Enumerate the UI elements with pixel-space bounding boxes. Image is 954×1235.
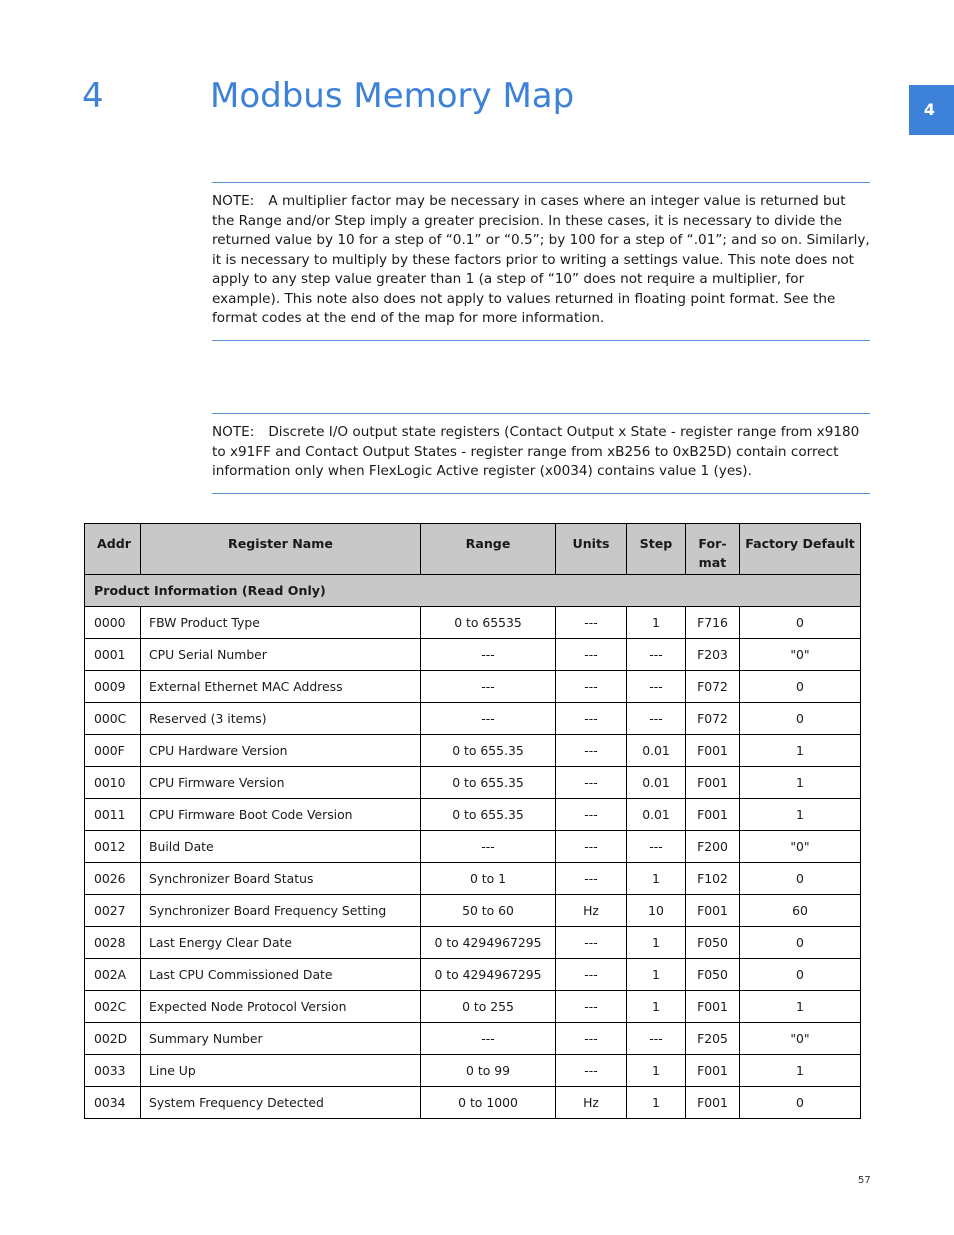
table-row (85, 799, 861, 831)
cell-register-name: Expected Node Protocol Version (141, 991, 421, 1023)
cell-step: 1 (627, 1055, 686, 1087)
column-header-register-name: Register Name (141, 524, 421, 575)
cell-format: F001 (686, 895, 740, 927)
cell-format: F001 (686, 799, 740, 831)
cell-factory-default: "0" (740, 639, 861, 671)
cell-step: --- (627, 831, 686, 863)
cell-format: F205 (686, 1023, 740, 1055)
cell-addr: 0009 (85, 671, 141, 703)
column-header-factory-default: Factory Default (740, 524, 861, 575)
cell-step: 0.01 (627, 799, 686, 831)
cell-units: --- (556, 639, 627, 671)
cell-factory-default: 1 (740, 1055, 861, 1087)
cell-factory-default: 1 (740, 991, 861, 1023)
cell-units: --- (556, 735, 627, 767)
cell-range: 0 to 655.35 (421, 767, 556, 799)
note-multiplier (212, 182, 870, 341)
cell-addr: 0001 (85, 639, 141, 671)
cell-range: 0 to 65535 (421, 607, 556, 639)
cell-range: 50 to 60 (421, 895, 556, 927)
cell-register-name: Last CPU Commissioned Date (141, 959, 421, 991)
column-header-addr: Addr (85, 524, 141, 575)
cell-register-name: Synchronizer Board Status (141, 863, 421, 895)
cell-step: 0.01 (627, 767, 686, 799)
cell-format: F072 (686, 703, 740, 735)
column-header-range: Range (421, 524, 556, 575)
cell-range: 0 to 4294967295 (421, 959, 556, 991)
table-row (85, 863, 861, 895)
cell-register-name: CPU Hardware Version (141, 735, 421, 767)
cell-factory-default: 1 (740, 735, 861, 767)
cell-factory-default: 0 (740, 863, 861, 895)
cell-format: F072 (686, 671, 740, 703)
cell-register-name: CPU Firmware Boot Code Version (141, 799, 421, 831)
cell-units: --- (556, 703, 627, 735)
cell-addr: 0034 (85, 1087, 141, 1119)
table-row (85, 991, 861, 1023)
cell-units: --- (556, 831, 627, 863)
cell-format: F001 (686, 1055, 740, 1087)
cell-addr: 0000 (85, 607, 141, 639)
table-row (85, 1023, 861, 1055)
cell-register-name: Last Energy Clear Date (141, 927, 421, 959)
cell-format: F001 (686, 1087, 740, 1119)
cell-range: --- (421, 1023, 556, 1055)
cell-range: 0 to 1000 (421, 1087, 556, 1119)
note-text (212, 423, 870, 482)
note-label: NOTE: (212, 193, 255, 209)
cell-register-name: External Ethernet MAC Address (141, 671, 421, 703)
cell-factory-default: 0 (740, 671, 861, 703)
cell-addr: 000F (85, 735, 141, 767)
section-row (85, 575, 861, 607)
cell-factory-default: "0" (740, 1023, 861, 1055)
cell-addr: 0033 (85, 1055, 141, 1087)
table-row (85, 607, 861, 639)
table-row (85, 639, 861, 671)
table-header-row (85, 524, 861, 575)
cell-step: 1 (627, 607, 686, 639)
cell-register-name: CPU Serial Number (141, 639, 421, 671)
table-row (85, 895, 861, 927)
page-number: 57 (858, 1175, 871, 1186)
cell-format: F203 (686, 639, 740, 671)
table-row (85, 1055, 861, 1087)
cell-step: 10 (627, 895, 686, 927)
cell-register-name: Build Date (141, 831, 421, 863)
cell-factory-default: 0 (740, 959, 861, 991)
cell-units: --- (556, 1055, 627, 1087)
cell-step: 1 (627, 863, 686, 895)
cell-register-name: Line Up (141, 1055, 421, 1087)
cell-addr: 0012 (85, 831, 141, 863)
section-title: Product Information (Read Only) (85, 575, 861, 607)
cell-units: --- (556, 863, 627, 895)
cell-units: --- (556, 1023, 627, 1055)
cell-register-name: FBW Product Type (141, 607, 421, 639)
chapter-number: 4 (82, 76, 104, 116)
cell-units: --- (556, 799, 627, 831)
cell-units: --- (556, 671, 627, 703)
cell-factory-default: 0 (740, 703, 861, 735)
chapter-side-tab[interactable]: 4 (909, 85, 954, 135)
cell-range: --- (421, 831, 556, 863)
cell-units: --- (556, 607, 627, 639)
cell-register-name: Summary Number (141, 1023, 421, 1055)
cell-units: --- (556, 927, 627, 959)
cell-addr: 002C (85, 991, 141, 1023)
column-header-format (686, 524, 740, 575)
cell-format: F050 (686, 927, 740, 959)
cell-factory-default: 1 (740, 767, 861, 799)
cell-units: --- (556, 767, 627, 799)
cell-format: F200 (686, 831, 740, 863)
chapter-title: Modbus Memory Map (210, 76, 575, 116)
cell-range: --- (421, 703, 556, 735)
table-row (85, 831, 861, 863)
cell-range: 0 to 4294967295 (421, 927, 556, 959)
modbus-map-table (84, 523, 861, 1119)
cell-register-name: Reserved (3 items) (141, 703, 421, 735)
cell-step: --- (627, 671, 686, 703)
cell-range: 0 to 255 (421, 991, 556, 1023)
cell-factory-default: 1 (740, 799, 861, 831)
cell-register-name: CPU Firmware Version (141, 767, 421, 799)
column-header-step: Step (627, 524, 686, 575)
table-row (85, 959, 861, 991)
cell-step: 1 (627, 991, 686, 1023)
note-body: Discrete I/O output state registers (Contact Output x State - register range from x9180 to x91FF and Contact Output States - register range from xB256 to 0xB25D) contain correct information only when FlexLogic Active register (x0034) contains value 1 (yes). (212, 424, 860, 479)
cell-addr: 0027 (85, 895, 141, 927)
note-discrete-io (212, 413, 870, 494)
cell-step: 1 (627, 1087, 686, 1119)
cell-addr: 002D (85, 1023, 141, 1055)
cell-addr: 0028 (85, 927, 141, 959)
cell-addr: 0026 (85, 863, 141, 895)
note-label: NOTE: (212, 424, 255, 440)
table-row (85, 1087, 861, 1119)
cell-step: --- (627, 639, 686, 671)
cell-format: F050 (686, 959, 740, 991)
cell-addr: 0011 (85, 799, 141, 831)
cell-addr: 002A (85, 959, 141, 991)
cell-range: 0 to 655.35 (421, 799, 556, 831)
cell-register-name: Synchronizer Board Frequency Setting (141, 895, 421, 927)
cell-addr: 000C (85, 703, 141, 735)
cell-units: --- (556, 959, 627, 991)
cell-range: 0 to 99 (421, 1055, 556, 1087)
cell-addr: 0010 (85, 767, 141, 799)
cell-factory-default: 0 (740, 607, 861, 639)
cell-range: --- (421, 671, 556, 703)
cell-units: Hz (556, 895, 627, 927)
cell-units: --- (556, 991, 627, 1023)
cell-register-name: System Frequency Detected (141, 1087, 421, 1119)
cell-format: F001 (686, 991, 740, 1023)
cell-step: --- (627, 1023, 686, 1055)
table-row (85, 735, 861, 767)
cell-format: F001 (686, 735, 740, 767)
table-row (85, 927, 861, 959)
format-header-line1: For- (698, 536, 727, 551)
cell-format: F102 (686, 863, 740, 895)
note-text (212, 192, 870, 329)
table-row (85, 703, 861, 735)
cell-factory-default: 60 (740, 895, 861, 927)
cell-units: Hz (556, 1087, 627, 1119)
table-row (85, 671, 861, 703)
cell-range: 0 to 1 (421, 863, 556, 895)
column-header-units: Units (556, 524, 627, 575)
cell-step: 1 (627, 927, 686, 959)
cell-factory-default: 0 (740, 1087, 861, 1119)
cell-format: F716 (686, 607, 740, 639)
cell-format: F001 (686, 767, 740, 799)
cell-step: 1 (627, 959, 686, 991)
note-body: A multiplier factor may be necessary in cases where an integer value is returned but the Range and/or Step imply a greater precision. In these cases, it is necessary to divide the returned value by 10 for a step of “0.1” or “0.5”; by 100 for a step of “.01”; and so on. Similarly, it is necessary to multiply by these factors prior to writing a settings value. This note does not apply to any step value greater than 1 (a step of “10” does not require a multiplier, for example). This note also does not apply to values returned in floating point format. See the format codes at the end of the map for more information. (212, 193, 870, 326)
cell-range: --- (421, 639, 556, 671)
cell-range: 0 to 655.35 (421, 735, 556, 767)
cell-step: 0.01 (627, 735, 686, 767)
format-header-line2: mat (698, 555, 727, 570)
cell-step: --- (627, 703, 686, 735)
cell-factory-default: "0" (740, 831, 861, 863)
cell-factory-default: 0 (740, 927, 861, 959)
table-row (85, 767, 861, 799)
